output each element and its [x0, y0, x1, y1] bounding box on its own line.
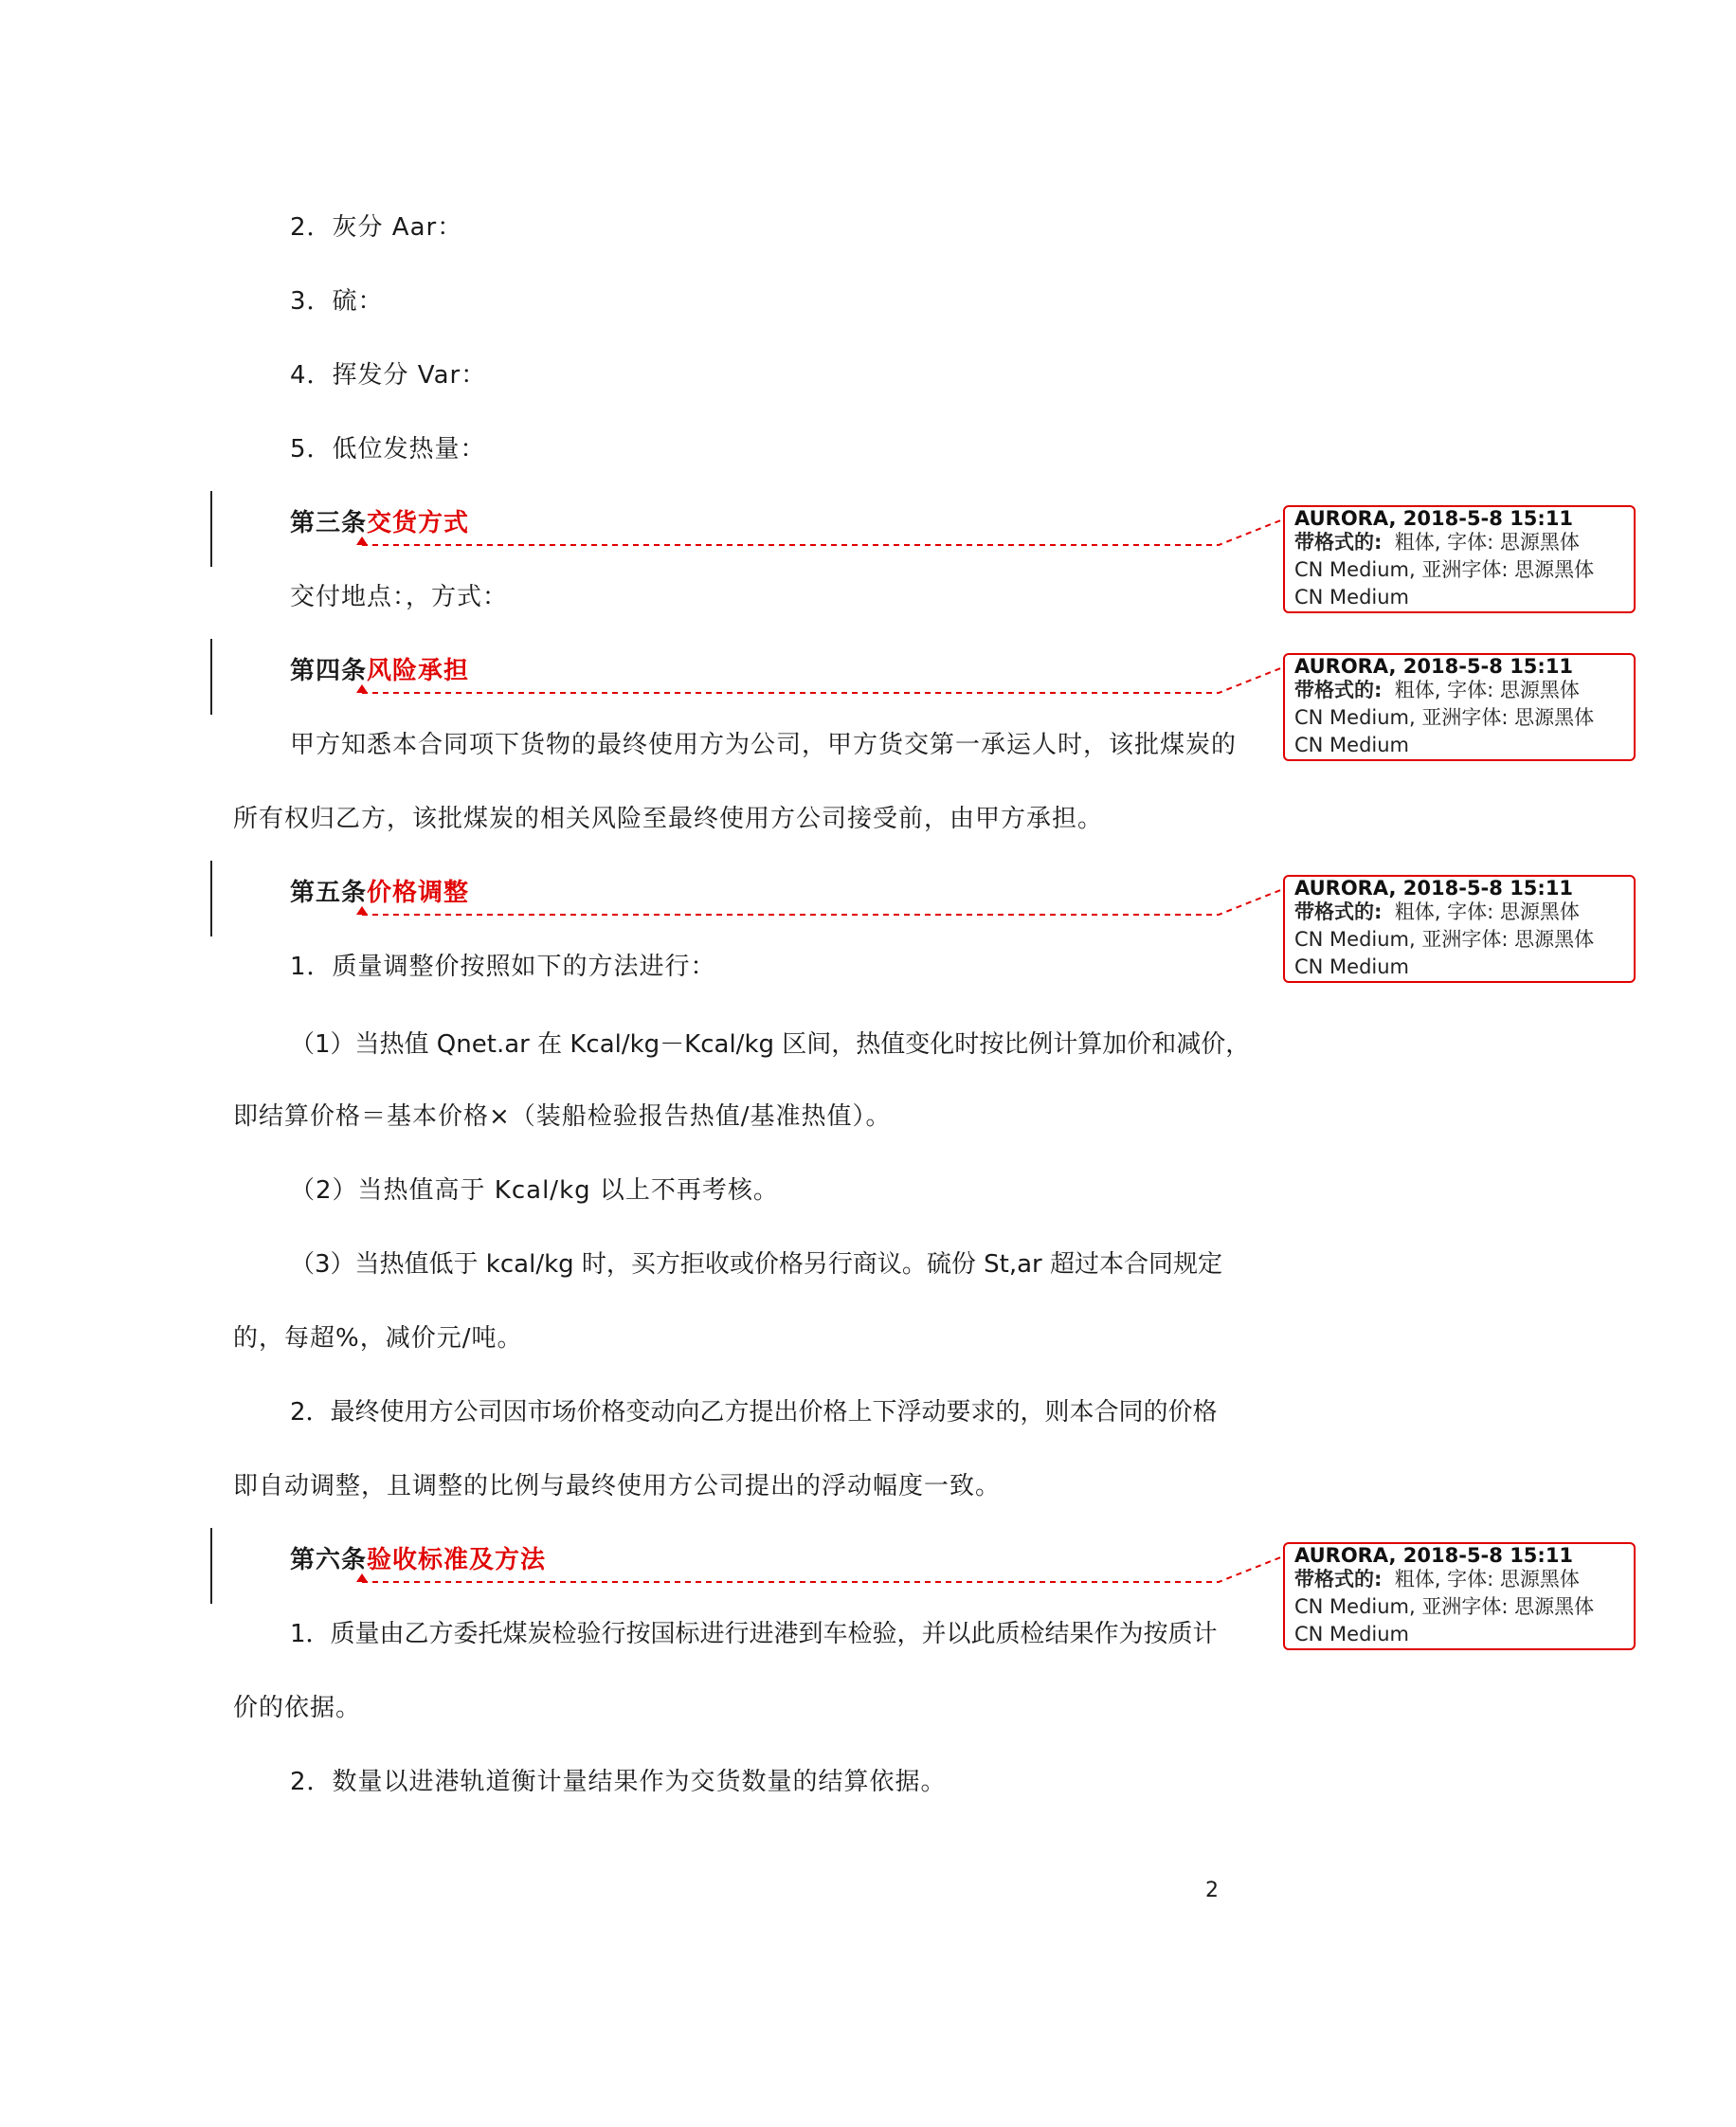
comment-text: CN Medium [1294, 734, 1410, 756]
inserted-title: 风险承担 [367, 657, 470, 685]
comment-author: AURORA, 2018-5-8 15:11 [1294, 507, 1574, 530]
paragraph-line: 2．数量以进港轨道衡计量结果作为交货数量的结算依据。 [290, 1768, 947, 1796]
comment-text: 粗体, 字体: 思源黑体 [1394, 900, 1580, 923]
paragraph-line: 2．最终使用方公司因市场价格变动向乙方提出价格上下浮动要求的，则本合同的价格 [290, 1398, 1218, 1427]
section-prefix: 第三条 [290, 509, 368, 537]
paragraph-line: 1．质量由乙方委托煤炭检验行按国标进行进港到车检验，并以此质检结果作为按质计 [290, 1620, 1218, 1648]
paragraph-line: （1）当热值 Qnet.ar 在 Kcal/kg－Kcal/kg 区间，热值变化时按比例计算加价和减价， [290, 1030, 1251, 1059]
paragraph-line: （3）当热值低于 kcal/kg 时，买方拒收或价格另行商议。硫份 St,ar 超过本合同规定 [290, 1250, 1223, 1279]
comment-text: 粗体, 字体: 思源黑体 [1394, 679, 1580, 701]
page-number: 2 [1205, 1879, 1219, 1902]
list-item: 5．低位发热量： [290, 435, 486, 464]
list-item: 4．挥发分 Var： [290, 361, 487, 390]
comment-text: CN Medium, 亚洲字体: 思源黑体 [1294, 928, 1595, 951]
comment-line [1294, 677, 1624, 704]
comment-balloon[interactable] [1283, 653, 1636, 761]
comment-label: 带格式的: [1294, 531, 1383, 554]
comment-text: CN Medium [1294, 586, 1410, 609]
comment-balloon[interactable] [1283, 505, 1636, 613]
comment-label: 带格式的: [1294, 900, 1383, 923]
comment-text: CN Medium, 亚洲字体: 思源黑体 [1294, 706, 1595, 729]
comment-balloon[interactable] [1283, 1542, 1636, 1650]
comment-text: CN Medium, 亚洲字体: 思源黑体 [1294, 1595, 1595, 1618]
paragraph-line: 即结算价格＝基本价格×（装船检验报告热值/基准热值）。 [233, 1102, 892, 1131]
inserted-title: 验收标准及方法 [367, 1546, 547, 1574]
comment-line [1294, 529, 1624, 556]
paragraph-line: 1．质量调整价按照如下的方法进行： [290, 953, 716, 981]
inserted-title: 交货方式 [367, 509, 470, 537]
comment-leader-4 [362, 1556, 1283, 1582]
paragraph-line: 交付地点：，方式： [290, 583, 509, 611]
comment-label: 带格式的: [1294, 1568, 1383, 1591]
comment-text: 粗体, 字体: 思源黑体 [1394, 1568, 1580, 1591]
comment-leader-3 [362, 889, 1283, 915]
comment-author: AURORA, 2018-5-8 15:11 [1294, 655, 1574, 678]
comment-author: AURORA, 2018-5-8 15:11 [1294, 1544, 1574, 1567]
paragraph-line: 的，每超%，减价元/吨。 [233, 1324, 523, 1353]
comment-text: 粗体, 字体: 思源黑体 [1394, 531, 1580, 554]
comment-text: CN Medium [1294, 1623, 1410, 1645]
list-item: 2．灰分 Aar： [290, 213, 463, 242]
paragraph-line: 价的依据。 [233, 1694, 362, 1722]
comment-label: 带格式的: [1294, 679, 1383, 701]
paragraph-line: （2）当热值高于 Kcal/kg 以上不再考核。 [290, 1176, 779, 1205]
comment-balloon[interactable] [1283, 875, 1636, 983]
paragraph-line: 所有权归乙方，该批煤炭的相关风险至最终使用方公司接受前，由甲方承担。 [233, 805, 1104, 833]
comment-text: CN Medium, 亚洲字体: 思源黑体 [1294, 558, 1595, 581]
comment-leader-1 [362, 519, 1283, 545]
list-item: 3．硫： [290, 287, 384, 316]
paragraph-line: 甲方知悉本合同项下货物的最终使用方为公司，甲方货交第一承运人时，该批煤炭的 [290, 731, 1238, 759]
comment-text: CN Medium [1294, 955, 1410, 978]
inserted-title: 价格调整 [367, 879, 470, 907]
comment-author: AURORA, 2018-5-8 15:11 [1294, 877, 1574, 900]
comment-line [1294, 899, 1624, 926]
comment-leader-2 [362, 667, 1283, 693]
section-prefix: 第五条 [290, 879, 368, 907]
section-prefix: 第四条 [290, 657, 368, 685]
comment-line [1294, 1566, 1624, 1593]
section-prefix: 第六条 [290, 1546, 368, 1574]
paragraph-line: 即自动调整，且调整的比例与最终使用方公司提出的浮动幅度一致。 [233, 1472, 1002, 1500]
